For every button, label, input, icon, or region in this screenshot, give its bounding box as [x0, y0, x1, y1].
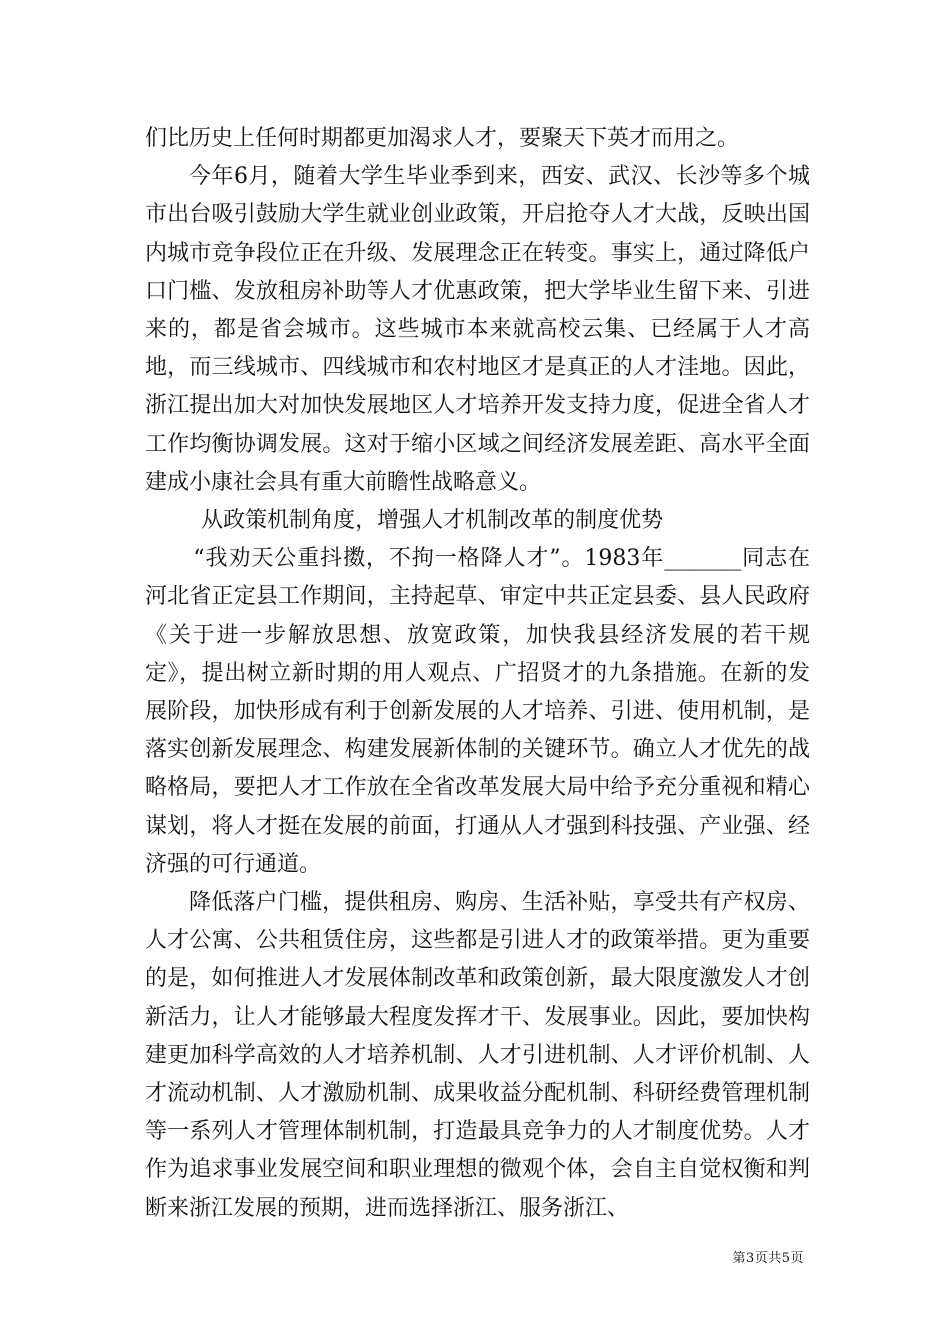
paragraph-institutional-advantage: 降低落户门槛，提供租房、购房、生活补贴，享受共有产权房、人才公寓、公共租赁住房，这些都是引进人才的政策举措。更为重要的是，如何推进人才发展体制改革和政策创新，最大限度激发人才创新活力，让人才能够最大程度发挥才干、发展事业。因此，要加快构建更加科学高效的人才培养机制、人才引进机制、人才评价机制、人才流动机制、人才激励机制、成果收益分配机制、科研经费管理机制等一系列人才管理体制机制，打造最具竞争力的人才制度优势。人才作为追求事业发展空间和职业理想的微观个体，会自主自觉权衡和判断来浙江发展的预期，进而选择浙江、服务浙江、	[145, 890, 810, 1221]
paragraph-talent-competition: 今年6月，随着大学生毕业季到来，西安、武汉、长沙等多个城市出台吸引鼓励大学生就业创业政策，开启抢夺人才大战，反映出国内城市竞争段位正在升级、发展理念正在转变。事实上，通过降低户口门槛、发放租房补助等人才优惠政策，把大学毕业生留下来、引进来的，都是省会城市。这些城市本来就高校云集、已经属于人才高地，而三线城市、四线城市和农村地区才是真正的人才洼地。因此，浙江提出加大对加快发展地区人才培养开发支持力度，促进全省人才工作均衡协调发展。这对于缩小区域之间经济发展差距、高水平全面建成小康社会具有重大前瞻性战略意义。	[145, 164, 810, 495]
page-number: 第3页共5页	[732, 1251, 804, 1266]
document-body	[145, 120, 810, 1228]
policy-history-text: 同志在河北省正定县工作期间，主持起草、审定中共正定县委、县人民政府《关于进一步解放思想、放宽政策，加快我县经济发展的若干规定》，提出树立新时期的用人观点、广招贤才的九条措施。在新的发展阶段，加快形成有利于创新发展的人才培养、引进、使用机制，是落实创新发展理念、构建发展新体制的关键环节。确立人才优先的战略格局，要把人才工作放在全省改革发展大局中给予充分重视和精心谋划，将人才挺在发展的前面，打通从人才强到科技强、产业强、经济强的可行通道。	[145, 546, 810, 877]
paragraph-continuation: 们比历史上任何时期都更加渴求人才，要聚天下英才而用之。	[145, 126, 740, 151]
quote-text: “我劝天公重抖擞，不拘一格降人才”。1983年	[193, 546, 665, 572]
paragraph-policy-history	[145, 540, 810, 884]
section-heading: 从政策机制角度，增强人才机制改革的制度优势	[201, 508, 664, 534]
name-blank: _______	[664, 546, 742, 572]
